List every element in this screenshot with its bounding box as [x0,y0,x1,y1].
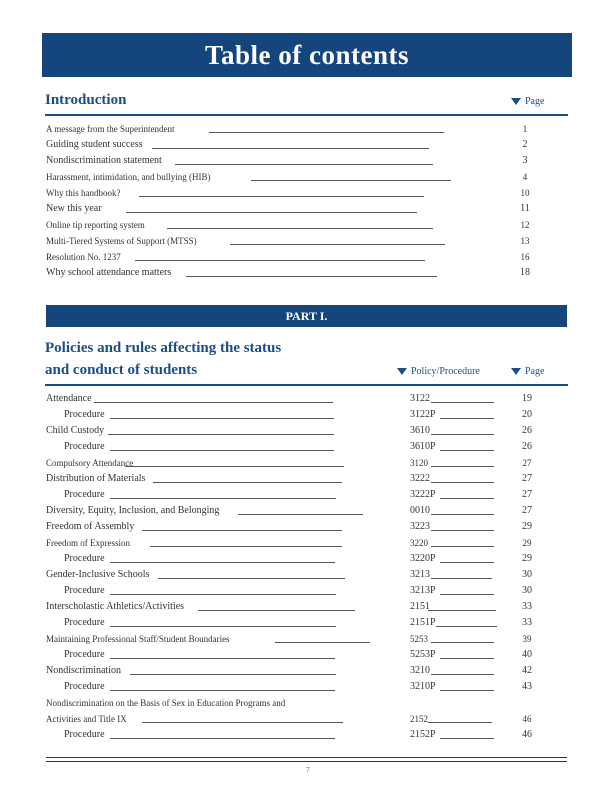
policy-entry-label: Attendance [46,393,92,404]
policy-row[interactable] [46,711,568,727]
toc-row[interactable] [46,201,568,217]
policy-entry-label: Interscholastic Athletics/Activities [46,601,185,612]
policy-entry-page: 39 [522,634,532,644]
policy-row[interactable] [46,599,568,615]
toc-entry-label: A message from the Superintendent [46,124,175,134]
leader-line [110,498,336,499]
code-leader-line [440,418,494,419]
procedure-row[interactable] [46,583,568,599]
policy-entry-label: Compulsory Attendance [46,458,134,468]
toc-entry-page: 2 [522,139,528,150]
banner-title: Table of contents [42,33,572,77]
procedure-row[interactable] [46,727,568,743]
procedure-row[interactable] [46,551,568,567]
policy-row[interactable] [46,455,568,471]
policy-entry-label: Procedure [64,489,105,500]
toc-entry-page: 16 [520,252,530,262]
toc-row[interactable] [46,249,568,265]
policy-entry-label: Procedure [64,649,105,660]
code-leader-line [428,722,492,723]
code-leader-line [431,674,494,675]
leader-line [175,164,433,165]
policy-code: 2151 [410,601,430,612]
page-column-label: Page [525,96,545,107]
leader-line [139,196,424,197]
toc-entry-label: Online tip reporting system [46,220,145,230]
toc-row[interactable] [46,185,568,201]
policy-entry-label: Nondiscrimination [46,665,121,676]
policy-code: 3210P [410,681,436,692]
policy-entry-label: Gender-Inclusive Schools [46,569,150,580]
policy-row[interactable] [46,631,568,647]
toc-entry-page: 13 [520,236,530,246]
triangle-down-icon [397,368,407,375]
introduction-title: Introduction [45,92,127,108]
part-banner: PART I. [46,305,567,327]
introduction-header [45,92,568,116]
policy-code: 3122 [410,393,430,404]
policy-entry-page: 29 [522,538,532,548]
policy-code: 3120 [410,458,428,468]
policy-code: 3122P [410,409,436,420]
policy-code: 3210 [410,665,430,676]
policy-entry-page: 27 [522,489,532,500]
policy-code: 3610P [410,441,436,452]
leader-line [125,466,344,467]
toc-entry-page: 1 [522,124,528,134]
policies-title-line1: Policies and rules affecting the status [45,340,282,356]
leader-line [153,482,342,483]
policy-code: 2152P [410,729,436,740]
policy-code: 5253P [410,649,436,660]
policy-row[interactable] [46,471,568,487]
leader-line [110,690,335,691]
toc-entry-page: 4 [522,172,528,182]
toc-entry-label: Nondiscrimination statement [46,155,162,166]
policy-row[interactable] [46,663,568,679]
code-leader-line [431,466,494,467]
triangle-down-icon [511,368,521,375]
policy-row [46,695,568,711]
code-leader-line [440,450,494,451]
leader-line [110,626,336,627]
code-leader-line [440,594,494,595]
policy-entry-label: Procedure [64,409,105,420]
leader-line [150,546,342,547]
policy-code: 3220 [410,538,428,548]
policy-entry-page: 27 [522,458,532,468]
leader-line [251,180,451,181]
policy-entry-page: 26 [522,441,532,452]
triangle-down-icon [511,98,521,105]
leader-line [142,722,343,723]
policy-entry-page: 29 [522,553,532,564]
policy-code: 0010 [410,505,430,516]
code-leader-line [440,690,494,691]
policy-code: 3220P [410,553,436,564]
policy-entry-page: 33 [522,601,532,612]
policy-entry-label: Freedom of Expression [46,538,130,548]
policy-entry-label: Distribution of Materials [46,473,146,484]
leader-line [110,562,335,563]
leader-line [158,578,345,579]
page-column-header [511,96,544,107]
code-leader-line [440,498,494,499]
policy-code: 3610 [410,425,430,436]
policy-entry-label: Procedure [64,441,105,452]
leader-line [275,642,370,643]
procedure-row[interactable] [46,615,568,631]
leader-line [167,228,433,229]
policy-entry-page: 20 [522,409,532,420]
policy-column-label: Policy/Procedure [411,366,480,377]
code-leader-line [428,610,496,611]
toc-row[interactable] [46,121,568,137]
leader-line [110,658,335,659]
leader-line [152,148,429,149]
leader-line [186,276,437,277]
toc-row[interactable] [46,233,568,249]
procedure-row[interactable] [46,679,568,695]
toc-entry-label: New this year [46,203,102,214]
policy-entry-label: Procedure [64,553,105,564]
toc-row[interactable] [46,217,568,233]
code-leader-line [440,738,494,739]
code-leader-line [436,626,497,627]
leader-line [142,530,342,531]
code-leader-line [431,402,494,403]
page-number: 7 [306,766,310,774]
policy-entry-page: 27 [522,505,532,516]
policy-entry-page: 33 [522,617,532,628]
policy-entry-label: Activities and Title IX [46,714,127,724]
leader-line [198,610,355,611]
leader-line [110,450,334,451]
procedure-row[interactable] [46,647,568,663]
toc-row[interactable] [46,265,568,281]
toc-entry-label: Why school attendance matters [46,267,172,278]
leader-line [209,132,444,133]
policies-page-column-label: Page [525,366,545,377]
policy-row[interactable] [46,391,568,407]
code-leader-line [431,530,494,531]
policies-title-line2: and conduct of students [45,362,198,378]
toc-row[interactable] [46,153,568,169]
policy-row[interactable] [46,567,568,583]
policy-code: 3222 [410,473,430,484]
policy-row[interactable] [46,535,568,551]
policy-code: 2152 [410,714,428,724]
footer-rule [46,757,567,762]
policies-page-column-header [511,366,544,377]
code-leader-line [431,578,492,579]
toc-entry-label: Why this handbook? [46,188,121,198]
toc-entry-label: Multi-Tiered Systems of Support (MTSS) [46,236,197,246]
policy-code: 3213 [410,569,430,580]
toc-entry-label: Guiding student success [46,139,143,150]
toc-entry-page: 10 [520,188,530,198]
code-leader-line [431,514,494,515]
toc-entry-label: Harassment, intimidation, and bullying (HIB) [46,172,211,182]
policy-entry-page: 29 [522,521,532,532]
code-leader-line [431,434,494,435]
policy-code: 5253 [410,634,428,644]
leader-line [110,418,334,419]
policy-entry-page: 46 [522,714,532,724]
code-leader-line [431,642,494,643]
leader-line [130,674,336,675]
leader-line [108,434,334,435]
policy-entry-page: 27 [522,473,532,484]
policy-entry-page: 30 [522,585,532,596]
policy-row[interactable] [46,503,568,519]
policy-entry-page: 19 [522,393,532,404]
policy-entry-label: Nondiscrimination on the Basis of Sex in Education Programs and [46,698,286,708]
leader-line [135,260,425,261]
code-leader-line [431,546,494,547]
code-leader-line [431,482,494,483]
policies-header [45,340,568,386]
policy-column-header [397,366,480,377]
policy-code: 2151P [410,617,436,628]
policy-entry-label: Procedure [64,617,105,628]
policy-code: 3222P [410,489,436,500]
policy-entry-label: Child Custody [46,425,105,436]
leader-line [110,594,336,595]
policy-row[interactable] [46,519,568,535]
policy-entry-label: Procedure [64,729,105,740]
policy-entry-page: 42 [522,665,532,676]
policy-entry-page: 26 [522,425,532,436]
toc-entry-page: 3 [522,155,528,166]
toc-row[interactable] [46,137,568,153]
procedure-row[interactable] [46,487,568,503]
leader-line [126,212,417,213]
toc-entry-label: Resolution No. 1237 [46,252,121,262]
leader-line [94,402,333,403]
policy-entry-label: Procedure [64,681,105,692]
procedure-row[interactable] [46,439,568,455]
policy-entry-page: 40 [522,649,532,660]
policy-entry-label: Freedom of Assembly [46,521,135,532]
policy-row[interactable] [46,423,568,439]
policy-entry-label: Procedure [64,585,105,596]
leader-line [238,514,363,515]
policy-code: 3223 [410,521,430,532]
toc-entry-page: 12 [520,220,530,230]
code-leader-line [440,562,494,563]
policy-entry-page: 30 [522,569,532,580]
policy-code: 3213P [410,585,436,596]
policy-entry-page: 43 [522,681,532,692]
policy-entry-page: 46 [522,729,532,740]
toc-entry-page: 11 [520,203,530,214]
policy-entry-label: Maintaining Professional Staff/Student Boundaries [46,634,230,644]
toc-entry-page: 18 [520,267,530,278]
toc-row[interactable] [46,169,568,185]
leader-line [110,738,335,739]
code-leader-line [440,658,494,659]
leader-line [230,244,445,245]
procedure-row[interactable] [46,407,568,423]
policy-entry-label: Diversity, Equity, Inclusion, and Belonging [46,505,220,516]
